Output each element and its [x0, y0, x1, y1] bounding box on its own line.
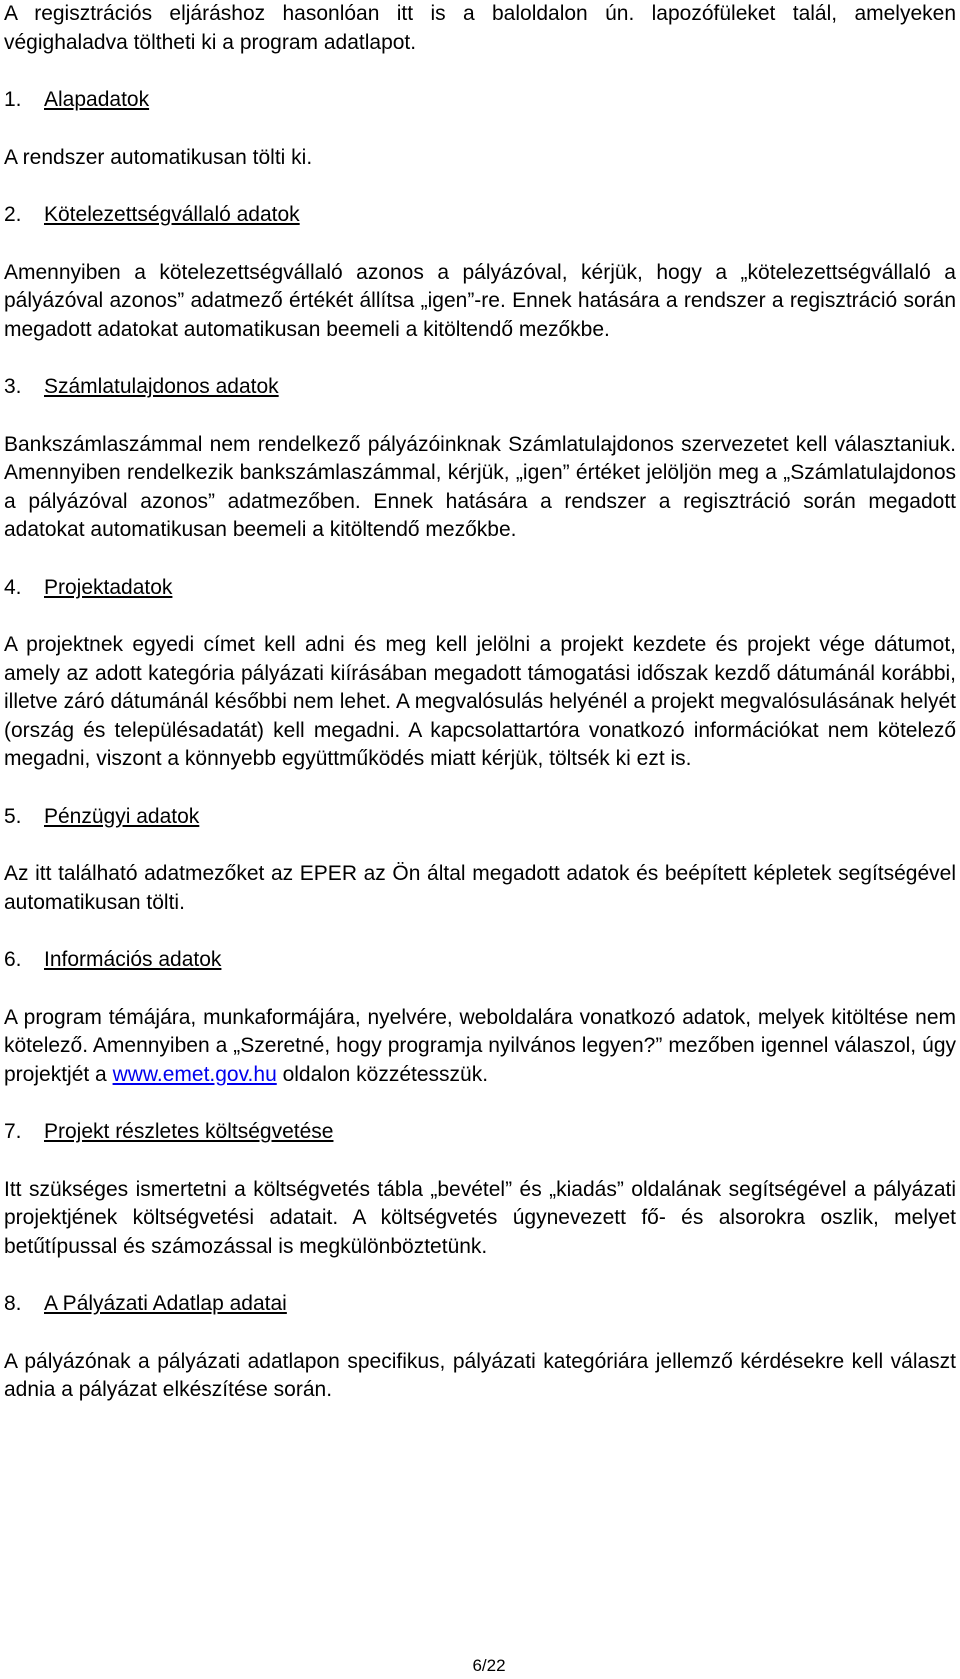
section-heading-projektadatok — [4, 574, 956, 603]
section-text-informacios — [4, 1004, 956, 1090]
document-page — [4, 0, 956, 1405]
section-text-alapadatok: A rendszer automatikusan tölti ki. — [4, 145, 313, 169]
page-number: 6/22 — [472, 1656, 506, 1675]
section-number: 1. — [4, 88, 22, 111]
section-title: Információs adatok — [44, 948, 222, 971]
text-after-link: oldalon közzétesszük. — [276, 1062, 489, 1086]
section-title: Kötelezettségvállaló adatok — [44, 203, 300, 226]
intro-paragraph: A regisztrációs eljáráshoz hasonlóan itt is a baloldalon ún. lapozófüleket talál, amelyeken végighaladva töltheti ki a program adatlapot. — [4, 2, 956, 54]
section-text-szamlatulajdonos: Bankszámlaszámmal nem rendelkező pályázóinknak Számlatulajdonos szervezetet kell választaniuk. Amennyiben rendelkezik bankszámlaszámmal, kérjük, „igen” értéket jelöljön meg a „Számlatulajdonos a pályázóval azonos” adatmezőben. Ennek hatására a rendszer a regisztráció során megadott adatokat automatikusan beemeli a kitöltendő mezőkbe. — [4, 432, 956, 541]
section-text-penzugyi: Az itt található adatmezőket az EPER az Ön által megadott adatok és beépített képletek segítségével automatikusan tölti. — [4, 862, 956, 914]
section-heading-adatlap — [4, 1290, 956, 1319]
section-heading-penzugyi — [4, 803, 956, 832]
section-number: 3. — [4, 375, 22, 398]
section-number: 7. — [4, 1120, 22, 1143]
section-title: Alapadatok — [44, 88, 150, 111]
section-title: A Pályázati Adatlap adatai — [44, 1292, 287, 1315]
section-number: 4. — [4, 575, 22, 599]
section-heading-informacios — [4, 946, 956, 975]
section-heading-alapadatok — [4, 86, 956, 115]
text-before-link: A program témájára, munkaformájára, nyelvére, weboldalára vonatkozó adatok, melyek kitöltése nem kötelező. Amennyiben a „Szeretné, hogy programja nyilvános legyen?” mezőben igennel válaszol, úgy projektjét a — [4, 1005, 956, 1086]
section-text-koltsegvetes: Itt szükséges ismertetni a költségvetés tábla „bevétel” és „kiadás” oldalának segítségével a pályázati projektjének költségvetési adatait. A költségvetés úgynevezett fő- és alsorokra oszlik, melyet betűtípussal és számozással is megkülönböztetünk. — [4, 1177, 956, 1258]
section-text-kotelezettsegvallalo: Amennyiben a kötelezettségvállaló azonos a pályázóval, kérjük, hogy a „kötelezettségvállaló a pályázóval azonos” adatmező értékét állítsa „igen”-re. Ennek hatására a rendszer a regisztráció során megadott adatokat automatikusan beemeli a kitöltendő mezőkbe. — [4, 260, 956, 341]
section-number: 8. — [4, 1292, 22, 1315]
section-number: 2. — [4, 203, 22, 226]
section-title: Projektadatok — [44, 575, 173, 599]
section-heading-kotelezettsegvallalo — [4, 201, 956, 230]
section-number: 6. — [4, 948, 22, 971]
section-text-projektadatok: A projektnek egyedi címet kell adni és meg kell jelölni a projekt kezdete és projekt vége dátumot, amely az adott kategória pályázati kiírásában megadott támogatási időszak kezdő dátumánál korábbi, illetve záró dátumánál későbbi nem lehet. A megvalósulás helyénél a projekt megvalósulásának helyét (ország és településadatát) kell megadni. A kapcsolattartóra vonatkozó információkat nem kötelező megadni, viszont a könnyebb együttműködés miatt kérjük, töltsék ki ezt is. — [4, 633, 956, 770]
section-number: 5. — [4, 804, 22, 828]
section-title: Pénzügyi adatok — [44, 804, 200, 828]
section-title: Számlatulajdonos adatok — [44, 375, 279, 398]
section-heading-szamlatulajdonos — [4, 373, 956, 402]
emet-website-link[interactable]: www.emet.gov.hu — [112, 1062, 277, 1086]
section-title: Projekt részletes költségvetése — [44, 1120, 334, 1143]
section-heading-koltsegvetes — [4, 1118, 956, 1147]
section-text-adatlap: A pályázónak a pályázati adatlapon specifikus, pályázati kategóriára jellemző kérdésekre kell választ adnia a pályázat elkészítése során. — [4, 1349, 956, 1401]
